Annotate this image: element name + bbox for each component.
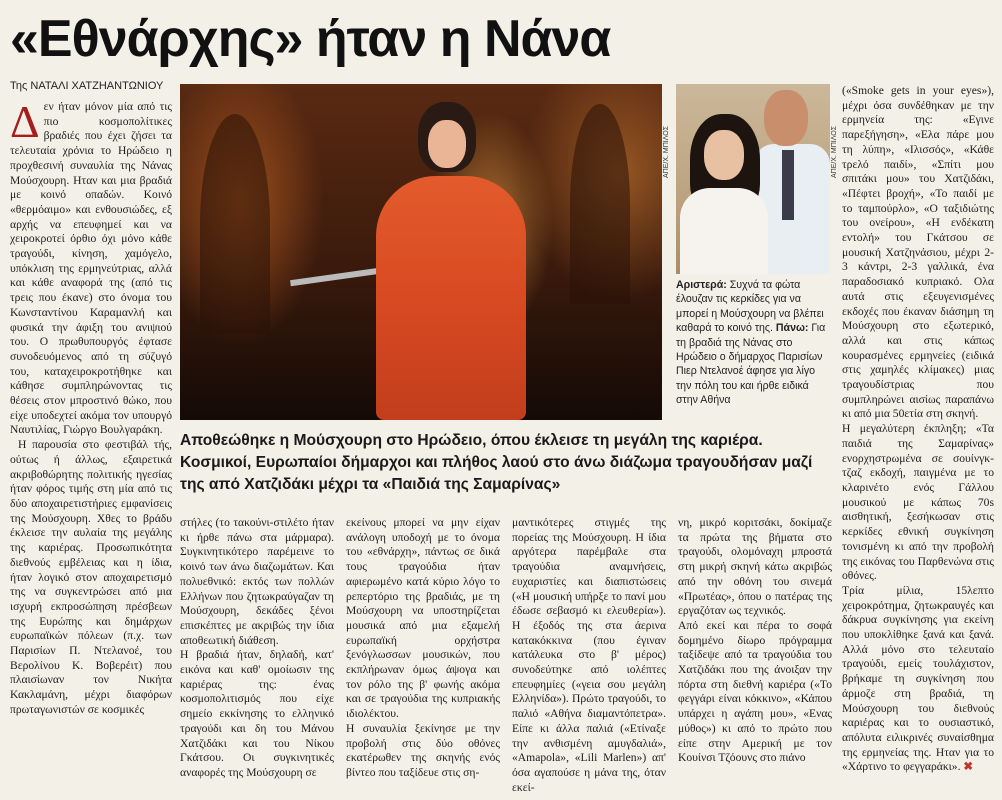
concert-photo <box>180 84 662 420</box>
col6-text: («Smoke gets in your eyes»), μέχρι όσα συνδέθηκαν με την ερμηνεία της: «Εγινε παρεξήγηση», «Ελα πάρε μου τη λύπη», «Ιλισσός», «Κάθε τρελό παιδί», «Σπίτι μου σπιτάκι μου» του Χατζιδάκι, «Πέφτει βροχή», «Το παιδί με το ταμπούρλο», «Ο ταξιδιώτης του ονείρου», «Η ενδέκατη εντολή» του Γκάτσου σε μουσική Χατζηνάσιου, μέχρι 2-3 κάντρι, 2-3 γαλλικά, ένα παραδοσιακό κυπριακό. Ολα αυτά στις εξευγενισμένες εκδοχές που έκαναν διάσημη τη Μούσχουρη στο εξωτερικό, αλλά και στις κάπως κουρασμένες ερμηνείες (ειδικά στις χαμηλές κλίμακες) μιας τραγουδίστριας που συμπληρώνει αισίως παραπάνω κι από μια 50ετία στη σκηνή. Η μεγαλύτερη έκπληξη; «Τα παιδιά της Σαμαρίνας» ενορχηστρωμένα σε σουίνγκ-τζαζ εκδοχή, παιγμένα με το κλαρινέτο ενός Γάλλου μουσικού με κάπως 70s αισθητική, ξεσήκωσαν στις κερκίδες εθνική συγκίνηση τονισμένη κι από την προβολή της εικόνας του Παρθενώνα στις οθόνες. Τρία μίλια, 15λεπτο χειροκρότημα, ζητωκραυγές και δάκρυα συγκίνησης για εκείνη που υποκλίθηκε ξανά και ξανά. Αλλά μόνο στο τελευταίο τραγούδι, εμείς τουλάχιστον, βρήκαμε τη συγκίνηση που άρμοζε στη βραδιά, τη Μούσχουρη του διεθνούς καριέρας και το ουσιαστικό, απόλυτα ειλικρινές συναίσθημα της ερμηνείας της. Ηταν για το «Χάρτινο το φεγγαράκι». <box>842 84 994 774</box>
man-head <box>764 90 808 146</box>
article-column-3: εκείνους μπορεί να μην είχαν ανάλογη υποδοχή με το όνομα του «εθνάρχη», πάντως σε δικά τους τραγούδια ήταν αφιερωμένο κατά κύριο λόγο το ρεπερτόριο της βραδιάς, με τη Μούσχουρη να υποστηρίζεται μουσικά από μια εξαμελή ευρωπαϊκή ορχήστρα ξενόγλωσσων μουσικών, που εκπλήρωναν όμως άψογα και τον ρόλο της β' φωνής ακόμα και σε τραγούδια της κυπριακής ιδιολέκτου. Η συναυλία ξεκίνησε με την προβολή στις δύο οθόνες εκατέρωθεν της σκηνής ενός βίντεο που ταξίδευε στις ση- <box>346 516 500 779</box>
caption-up-label: Πάνω: <box>775 322 809 335</box>
col1-paragraph-2: Η παρουσία στο φεστιβάλ τής, ούτως ή άλλως, εξαιρετικά ακριβοθώρητης πολιτικής ηγεσίας ήταν φόρος τιμής στη μία από τις δύο αποχαιρετιστήριες εμφανίσεις της Μούσχουρη. Χθες το βράδυ έκλεισε την αυλαία της μεγάλης της καριέρας. Προσωπικότητα διεθνούς εμβέλειας και η ίδια, ήταν λογικό στον αποχαιρετισμό της να συγκεντρώσει από μια ισχυρή εκπροσώπηση πρέσβεων της Ευρώπης και δημάρχων ευρωπαϊκών πόλεων (π.χ. των Παρισίων Π. Ντελανοέ, του Βερολίνου Κ. Βοβερέιτ) που πλαισίωναν τον Νικήτα Κακλαμάνη, μέχρι διαφόρων πρωταγωνιστών σε κοσμικές <box>10 438 172 716</box>
caption-left-text: Συχνά τα φώτα έλουζαν τις κερκίδες για να μπορεί η Μούσχουρη να βλέπει καθαρά το κοινό της. <box>676 279 824 335</box>
man-tie <box>782 150 794 220</box>
mayor-photo <box>676 84 830 274</box>
col1-paragraph-1: εν ήταν μόνον μία από τις πιο κοσμοπολίτικες βραδιές που έχει ζήσει τα τελευταία χρόνια το Ηρώδειο η προχθεσινή συναυλία της Νάνας Μούσχουρη. Ηταν και μια βραδιά με κοινό οπαδών. Κοινό «θερμόαιμο» και ενθουσιώδες, εξ αρχής να επευφημεί και να χειροκροτεί όρθιο όχι μόνο κάθε τραγούδι, κίνηση, χαμόγελο, υπόκλιση της ερμηνεύτριας, αλλά και κάθε αναφορά της (από τις τρεις που έκανε) στο όνομα του Κωνσταντίνου Καραμανλή και φυσικά την άφιξη του ανιψιού του. Ο πρωθυπουργός έφτασε συνοδευόμενος από τη σύζυγό του, καταχειροκροτήθηκε και κάθησε συμπληρώνοντας τις θέσεις στον μπροστινό θώκο, που είχε υποδεχτεί ακόμα τον υπουργό Ναυτιλίας, Γιώργο Βουλγαράκη. <box>10 100 172 437</box>
stone-arch <box>200 114 270 334</box>
singer-dress <box>376 176 526 420</box>
caption-left-label: Αριστερά: <box>676 279 727 291</box>
end-mark-icon: ✖ <box>963 760 974 774</box>
article-column-2: στήλες (το τακούνι-στιλέτο ήταν κι ήρθε πάνω στα μάρμαρα). Συγκινητικότερο παρέμεινε το κοινό των άνω διαζωμάτων. Και πολυεθνικό: εκτός των πολλών Ελλήνων που ζητωκραύγαζαν τη Μούσχουρη, δεκάδες ξένοι επισκέπτες με ακριβώς την ίδια αποθεωτική διάθεση. Η βραδιά ήταν, δηλαδή, κατ' εικόνα και καθ' ομοίωσιν της καριέρας της: ένας κοσμοπολιτισμός που είχε σημείο εκκίνησης το ελληνικό τραγούδι και δη του Μάνου Χατζιδάκι και του Νίκου Γκάτσου. Οι συγκινητικές αναφορές της Μούσχουρη σε <box>180 516 334 779</box>
photo-credit-main: ΑΠΕ/Χ. ΜΠΙΛΟΣ <box>663 125 670 178</box>
photo-caption <box>676 278 832 408</box>
article-column-6 <box>842 84 994 800</box>
photo-credit-small: ΑΠΕ/Χ. ΜΠΙΛΟΣ <box>831 125 838 178</box>
dropcap: Δ <box>10 100 40 147</box>
singer-face <box>428 120 466 168</box>
caption-up-text: Για τη βραδιά της Νάνας στο Ηρώδειο ο δήμαρχος Παρισίων Πιερ Ντελανοέ άφησε για λίγο την πόλη του και ήρθε ειδικά στην Αθήνα <box>676 322 826 407</box>
article-column-1 <box>10 100 172 800</box>
woman-face <box>704 130 744 180</box>
article-column-5: νη, μικρό κοριτσάκι, δοκίμαζε τα πρώτα της βήματα στο τραγούδι, ολομόναχη μπροστά στη μικρή σκηνή κάτω ακριβώς από την οθόνη του σινεμά «Πρωτέας», όπου ο πατέρας της εργαζόταν ως τεχνικός. Από εκεί και πέρα το σοφά δομημένο δίωρο πρόγραμμα ταξίδεψε από τα τραγούδια του Χατζιδάκι που της άνοιξαν την πόρτα στη διεθνή καριέρα («Το φεγγάρι είναι κόκκινο», «Κάπου υπάρχει η αγάπη μου», «Ενας μύθος») κι από το πρώτο που είπε στην Αμερική με τον Κουίνσι Τζόουνς στο πιάνο <box>678 516 832 765</box>
headline: «Εθνάρχης» ήταν η Νάνα <box>10 10 611 68</box>
woman-dress <box>680 188 768 274</box>
microphone-stand <box>290 268 380 286</box>
article-column-4: μαντικότερες στιγμές της πορείας της Μούσχουρη. Η ίδια αργότερα παρέμβαλε στα τραγούδια αναμνήσεις, ευχαριστίες και διαπιστώσεις («Η μουσική υπήρξε το πανί μου έδωσε σεβασμό κι ελευθερία»). Η έξοδός της στα άερινα κατακόκκινα (που έγιναν κατάλευκα στο β' μέρος) συνοδεύτηκε από ιολέπτες επευφημίες («γεια σου μεγάλη Ελληνίδα»). Πρώτο τραγούδι, το παλιό «Αθήνα διαμαντόπετρα». Είπε κι άλλα παλιά («Ετίναξε την ανθισμένη αμυγδαλιά», «Amapola», «Lili Marlen») απ' όσα αγαπούσε η μάνα της, όταν εκεί- <box>512 516 666 794</box>
subheadline-deck: Αποθεώθηκε η Μούσχουρη στο Ηρώδειο, όπου έκλεισε τη μεγάλη της καριέρα. Κοσμικοί, Ευρωπαίοι δήμαρχοι και πλήθος λαού στο άνω διάζωμα τραγουδήσαν μαζί της από Χατζιδάκι μέχρι τα «Παιδιά της Σαμαρίνας» <box>180 432 813 493</box>
stone-arch <box>570 104 630 304</box>
byline: Της ΝΑΤΑΛΙ ΧΑΤΖΗΑΝΤΩΝΙΟΥ <box>10 80 164 92</box>
